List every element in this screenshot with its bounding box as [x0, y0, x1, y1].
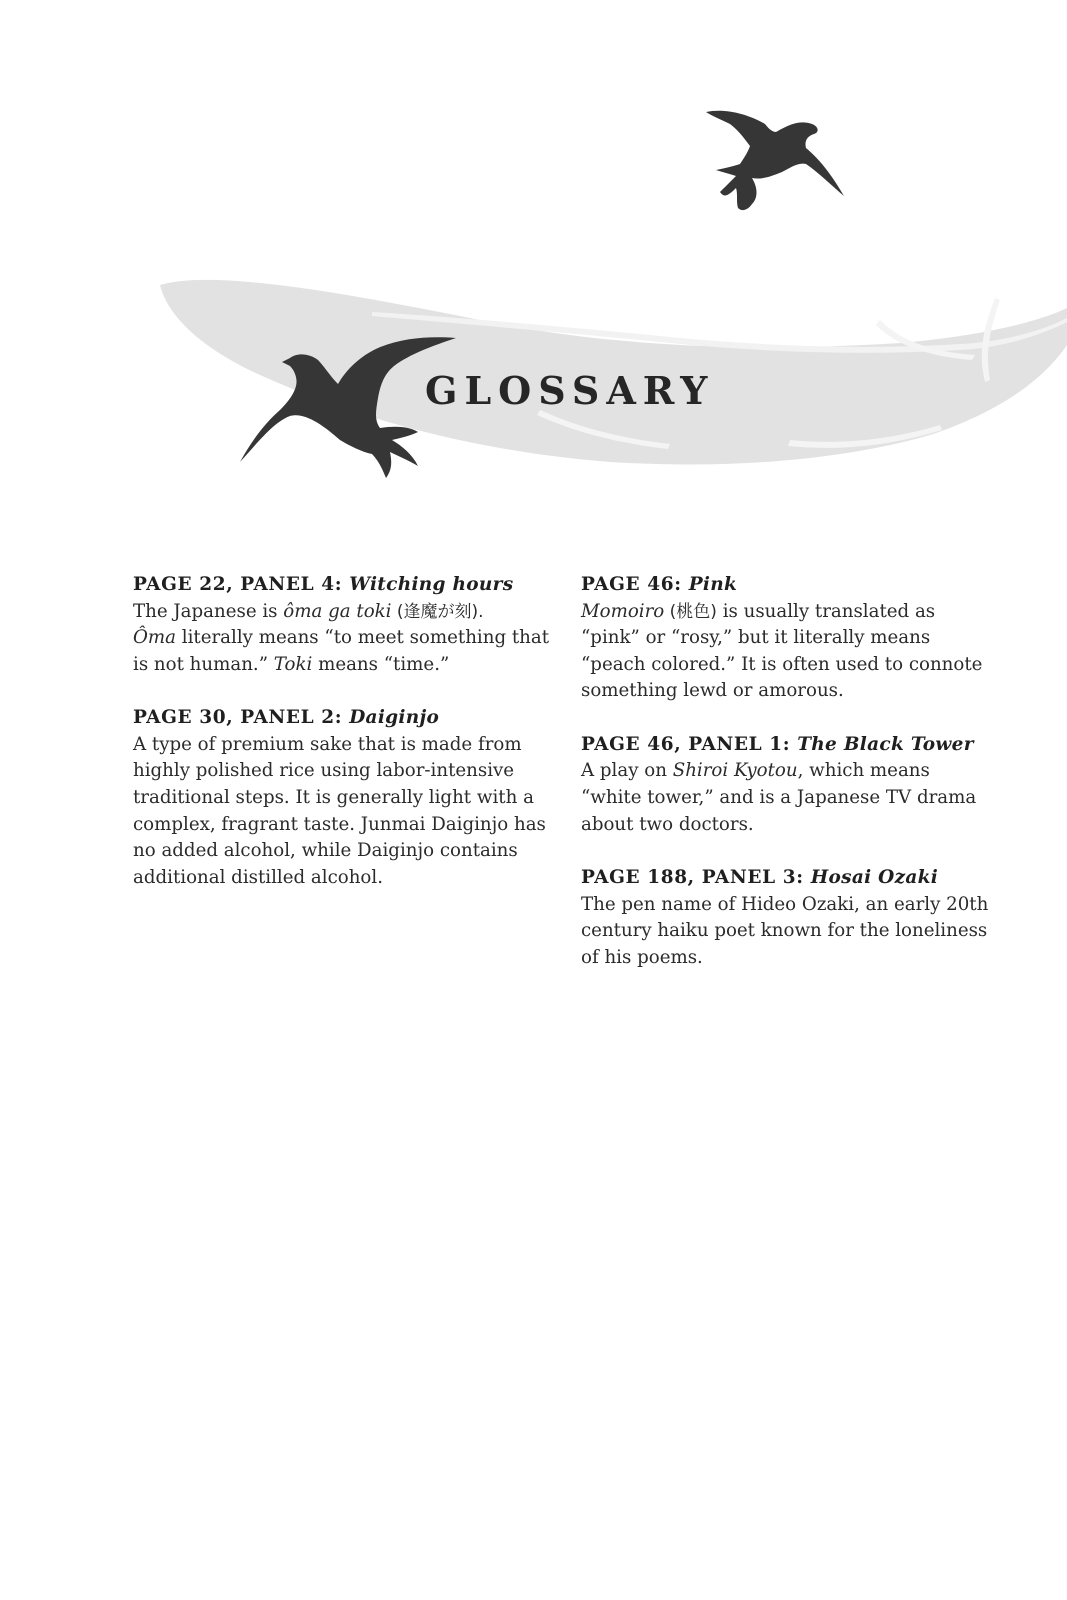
glossary-column-right	[581, 572, 991, 998]
entry-heading: PAGE 188, PANEL 3: Hosai Ozaki	[581, 867, 939, 889]
entry-heading: PAGE 30, PANEL 2: Daiginjo	[133, 707, 440, 729]
glossary-entry	[581, 572, 991, 705]
entry-term: Daiginjo	[349, 707, 440, 729]
entry-heading: PAGE 46, PANEL 1: The Black Tower	[581, 733, 974, 755]
bird-icon	[706, 111, 844, 210]
glossary-entry	[133, 572, 553, 678]
entry-text: The Japanese is ôma ga toki (逢魔が刻). Ôma literally means “to meet something that is not human.” Toki means “time.”	[133, 600, 550, 675]
entry-text: A type of premium sake that is made from highly polished rice using labor-intensive traditional steps. It is generally light with a complex, fragrant taste. Junmai Daiginjo has no added alcohol, while Daiginjo contains additional distilled alcohol.	[133, 733, 546, 888]
glossary-column-left	[133, 572, 553, 918]
entry-term: Pink	[688, 574, 738, 595]
entry-heading: PAGE 46: Pink	[581, 574, 738, 595]
page-title: GLOSSARY	[425, 368, 715, 413]
glossary-entry	[133, 705, 553, 891]
entry-text: The pen name of Hideo Ozaki, an early 20th century haiku poet known for the loneliness of his poems.	[581, 893, 989, 968]
glossary-entry	[581, 865, 991, 971]
entry-term: Hosai Ozaki	[810, 867, 939, 889]
glossary-entry	[581, 732, 991, 838]
entry-text: A play on Shiroi Kyotou, which means “white tower,” and is a Japanese TV drama about two doctors.	[581, 760, 977, 835]
entry-text: Momoiro (桃色) is usually translated as “pink” or “rosy,” but it literally means “peach colored.” It is often used to connote something lewd or amorous.	[581, 600, 983, 702]
entry-term: The Black Tower	[797, 733, 974, 755]
entry-heading: PAGE 22, PANEL 4: Witching hours	[133, 574, 514, 595]
entry-term: Witching hours	[349, 574, 514, 595]
